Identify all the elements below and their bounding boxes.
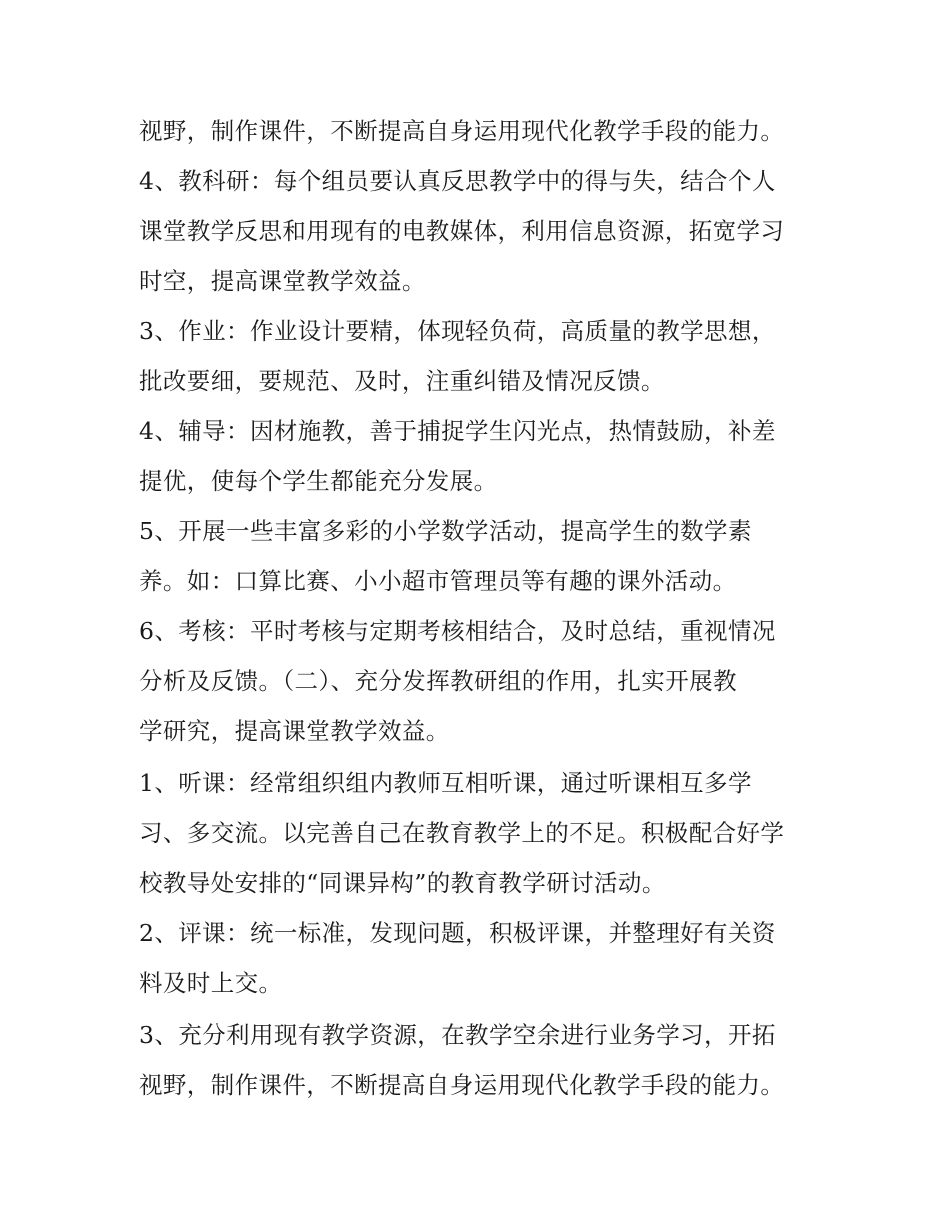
text-line: 2、评课：统一标准，发现问题，积极评课，并整理好有关资 <box>139 919 776 947</box>
text-line: 5、开展一些丰富多彩的小学数学活动，提高学生的数学素 <box>139 517 752 545</box>
text-line: 3、充分利用现有教学资源，在教学空余进行业务学习，开拓 <box>139 1021 776 1049</box>
text-line: 提优，使每个学生都能充分发展。 <box>139 467 498 495</box>
text-line: 课堂教学反思和用现有的电教媒体，利用信息资源，拓宽学习 <box>139 217 785 245</box>
text-line: 校教导处安排的“同课异构”的教育教学研讨活动。 <box>139 869 666 897</box>
text-line: 学研究，提高课堂教学效益。 <box>139 717 450 745</box>
text-line: 视野，制作课件，不断提高自身运用现代化教学手段的能力。 <box>139 1071 785 1099</box>
text-line: 习、多交流。以完善自己在教育教学上的不足。积极配合好学 <box>139 819 785 847</box>
text-line: 视野，制作课件，不断提高自身运用现代化教学手段的能力。 <box>139 117 785 145</box>
text-line: 养。如：口算比赛、小小超市管理员等有趣的课外活动。 <box>139 567 737 595</box>
text-line: 料及时上交。 <box>139 969 283 997</box>
text-line: 批改要细，要规范、及时，注重纠错及情况反馈。 <box>139 367 665 395</box>
text-line: 时空，提高课堂教学效益。 <box>139 267 426 295</box>
text-line: 6、考核：平时考核与定期考核相结合，及时总结，重视情况 <box>139 617 776 645</box>
text-line: 1、听课：经常组织组内教师互相听课，通过听课相互多学 <box>139 769 752 797</box>
text-line: 4、教科研：每个组员要认真反思教学中的得与失，结合个人 <box>139 167 776 195</box>
text-line: 分析及反馈。（二）、充分发挥教研组的作用，扎实开展教 <box>139 667 737 695</box>
text-line: 3、作业：作业设计要精，体现轻负荷，高质量的教学思想， <box>139 317 776 345</box>
text-line: 4、辅导：因材施教，善于捕捉学生闪光点，热情鼓励，补差 <box>139 417 776 445</box>
